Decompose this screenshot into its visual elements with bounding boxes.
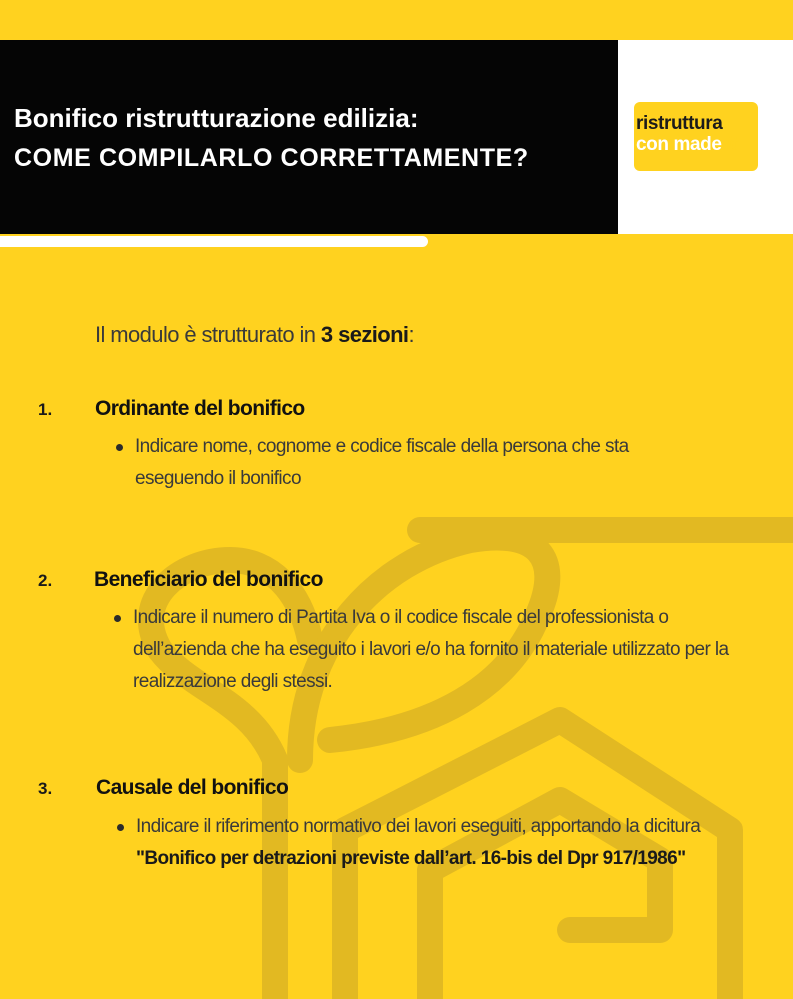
- section-body: [136, 811, 736, 875]
- decorative-strip: [0, 236, 428, 247]
- logo-suffix: .it: [721, 134, 738, 155]
- section-body: Indicare il numero di Partita Iva o il codice fiscale del professionista o dell’azienda che ha eseguito i lavori e/o ha fornito il materiale utilizzato per la realizzazione degli stessi.: [133, 602, 743, 698]
- section-number: 1.: [38, 400, 53, 419]
- section-body-quote: "Bonifico per detrazioni previste dall’art. 16-bis del Dpr 917/1986": [136, 848, 686, 869]
- section-number: 3.: [38, 779, 53, 798]
- section-title: Ordinante del bonifico: [95, 397, 305, 420]
- section-number: 2.: [38, 571, 53, 590]
- logo-panel: [618, 40, 793, 234]
- intro-text: [95, 322, 414, 348]
- page-title: [14, 98, 529, 178]
- intro-prefix: Il modulo è strutturato in: [95, 322, 321, 347]
- title-line-2: COME COMPILARLO CORRETTAMENTE?: [14, 144, 529, 172]
- intro-highlight: 3 sezioni: [320, 322, 409, 347]
- logo-line-2: [636, 134, 737, 155]
- logo-line-1: ristruttura: [636, 113, 723, 134]
- section-title: Beneficiario del bonifico: [94, 568, 323, 591]
- section-title: Causale del bonifico: [96, 776, 289, 799]
- title-line-1: Bonifico ristrutturazione edilizia:: [14, 103, 419, 133]
- section-body-text: Indicare il riferimento normativo dei lavori eseguiti, apportando la dicitura: [136, 816, 701, 837]
- intro-suffix: :: [408, 322, 414, 347]
- logo-line-2-text: con made: [636, 134, 722, 155]
- logo: [636, 113, 737, 155]
- section-body: Indicare nome, cognome e codice fiscale della persona che sta eseguendo il bonifico: [135, 431, 695, 495]
